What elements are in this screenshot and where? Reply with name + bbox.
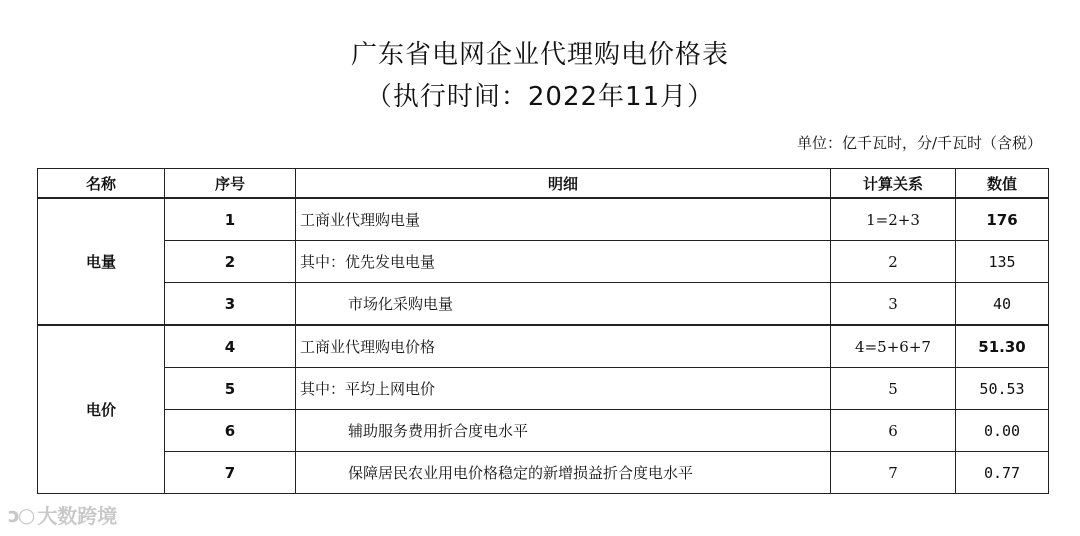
row-value: 135	[956, 241, 1049, 283]
row-relation: 7	[831, 452, 956, 494]
table-row	[38, 198, 1049, 241]
watermark-logo-icon: ↄ○	[8, 502, 34, 527]
row-detail: 其中：优先发电电量	[296, 241, 831, 283]
row-value: 51.30	[956, 325, 1049, 368]
row-relation: 3	[831, 283, 956, 326]
table-row	[38, 283, 1049, 326]
row-detail: 工商业代理购电价格	[296, 325, 831, 368]
header-seq: 序号	[165, 169, 296, 199]
row-seq: 1	[165, 198, 296, 241]
header-detail: 明细	[296, 169, 831, 199]
row-relation: 6	[831, 410, 956, 452]
table-row	[38, 325, 1049, 368]
price-table	[37, 168, 1049, 494]
row-relation: 1=2+3	[831, 198, 956, 241]
table-row	[38, 241, 1049, 283]
row-seq: 3	[165, 283, 296, 326]
row-relation: 2	[831, 241, 956, 283]
row-seq: 2	[165, 241, 296, 283]
row-relation: 4=5+6+7	[831, 325, 956, 368]
table-header-row	[38, 169, 1049, 199]
watermark	[8, 500, 117, 529]
row-detail: 工商业代理购电量	[296, 198, 831, 241]
row-detail: 辅助服务费用折合度电水平	[296, 410, 831, 452]
group-name-quantity: 电量	[38, 198, 165, 325]
header-name: 名称	[38, 169, 165, 199]
row-value: 0.00	[956, 410, 1049, 452]
row-value: 50.53	[956, 368, 1049, 410]
row-detail: 市场化采购电量	[296, 283, 831, 326]
row-seq: 7	[165, 452, 296, 494]
row-seq: 5	[165, 368, 296, 410]
table-row	[38, 410, 1049, 452]
row-seq: 6	[165, 410, 296, 452]
row-detail: 保障居民农业用电价格稳定的新增损益折合度电水平	[296, 452, 831, 494]
group-name-price: 电价	[38, 325, 165, 494]
header-value: 数值	[956, 169, 1049, 199]
header-relation: 计算关系	[831, 169, 956, 199]
row-relation: 5	[831, 368, 956, 410]
row-value: 40	[956, 283, 1049, 326]
page-title: 广东省电网企业代理购电价格表	[350, 40, 729, 70]
table-row	[38, 452, 1049, 494]
row-detail: 其中：平均上网电价	[296, 368, 831, 410]
row-seq: 4	[165, 325, 296, 368]
row-value: 0.77	[956, 452, 1049, 494]
row-value: 176	[956, 198, 1049, 241]
watermark-text: 大数跨境	[37, 504, 118, 528]
unit-note: 单位：亿千瓦时，分/千瓦时（含税）	[796, 134, 1042, 152]
page-subtitle: （执行时间：2022年11月）	[365, 82, 715, 112]
table-row	[38, 368, 1049, 410]
